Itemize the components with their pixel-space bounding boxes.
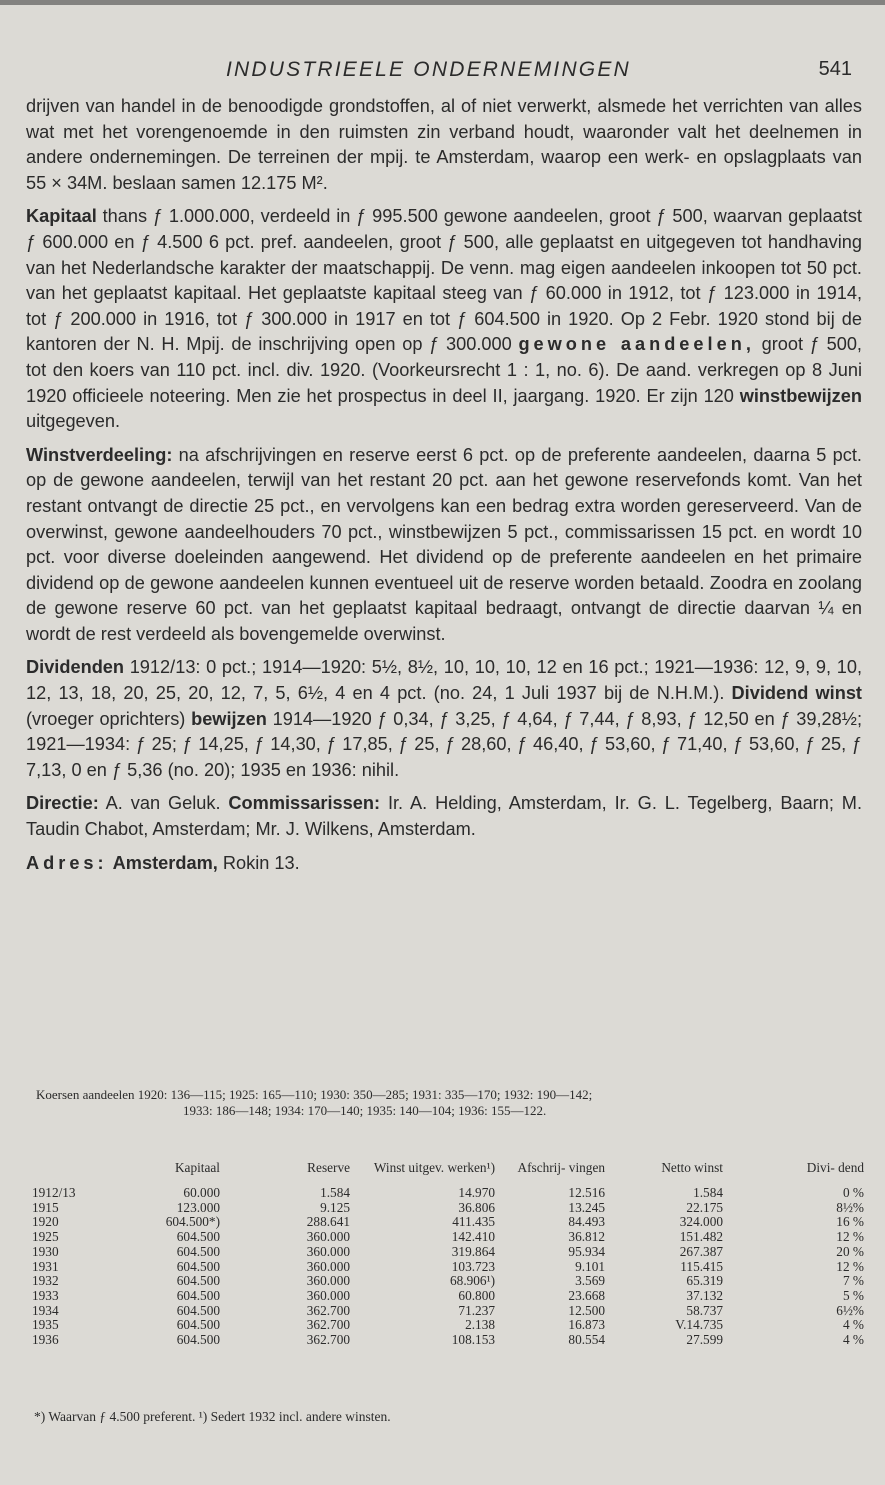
cell-kapitaal: 604.500 [176,1332,220,1348]
cell-reserve: 360.000 [306,1229,350,1245]
cell-year: 1934 [32,1302,59,1318]
cell-dividend: 6½% [836,1302,864,1318]
cell-netto-winst: V.14.735 [675,1317,723,1333]
cell-winst: 411.435 [452,1214,495,1230]
cell-year: 1925 [32,1229,59,1245]
cell-year: 1936 [32,1332,59,1348]
cell-year: 1931 [32,1258,59,1274]
cell-netto-winst: 324.000 [679,1214,723,1230]
dividend-winst-mid: (vroeger oprichters) [26,708,192,729]
cell-reserve: 362.700 [306,1332,350,1348]
cell-kapitaal: 604.500 [176,1317,220,1333]
winstverdeeling-paragraph [26,443,862,648]
cell-winst: 142.410 [451,1229,495,1245]
cell-kapitaal: 604.500 [176,1229,220,1245]
adres-city: Amsterdam, [112,852,218,873]
cell-afschrijvingen: 12.500 [568,1302,605,1318]
cell-year: 1920 [32,1214,59,1230]
cell-dividend: 7 % [842,1273,864,1289]
table-row [32,1304,864,1319]
directie-label: Directie: [26,793,99,814]
cell-dividend: 12 % [836,1229,864,1245]
cell-netto-winst: 27.599 [686,1332,723,1348]
running-title: INDUSTRIEELE ONDERNEMINGEN [226,58,631,81]
cell-reserve: 288.641 [306,1214,350,1230]
top-rule [0,0,885,5]
header-netto-winst: Netto winst [661,1160,723,1175]
cell-year: 1915 [32,1199,59,1215]
kapitaal-text: thans ƒ 1.000.000, verdeeld in ƒ 995.500 gewone aandeelen, groot ƒ 500, waarvan geplaatst ƒ 600.000 en ƒ 4.500 6 pct. pref. aandeelen, groot ƒ 500, alle geplaatst en uitgegeven tot handhaving van het Nederlandsche karakter der maatschappij. De venn. mag eigen aandeelen inkoopen tot 50 pct. van het geplaatst kapitaal. Het geplaatste kapitaal steeg van ƒ 60.000 in 1912, tot ƒ 123.000 in 1914, tot ƒ 200.000 in 1916, tot ƒ 300.000 in 1917 en tot ƒ 604.500 in 1920. Op 2 Febr. 1920 stond bij de kantoren der N. H. Mpij. de inschrijving open op ƒ 300.000 [26,206,862,355]
header-dividend: Divi- dend [806,1160,864,1175]
cell-dividend: 16 % [836,1214,864,1230]
page-header [0,58,885,88]
cell-afschrijvingen: 16.873 [568,1317,605,1333]
cell-kapitaal: 604.500 [176,1258,220,1274]
header-kapitaal: Kapitaal [174,1160,220,1175]
cell-netto-winst: 65.319 [686,1273,723,1289]
footnote: *) Waarvan ƒ 4.500 preferent. ¹) Sedert 1932 incl. andere winsten. [34,1409,391,1424]
table-row [32,1230,864,1245]
cell-year: 1912/13 [32,1185,76,1200]
cell-reserve: 9.125 [320,1199,350,1215]
header-reserve: Reserve [307,1160,350,1175]
cell-year: 1930 [32,1243,59,1259]
commissarissen-text: Ir. A. Helding, Amsterdam, Ir. G. L. Tegelberg, Baarn; M. Taudin Chabot, Amsterdam; Mr. J. Wilkens, Amsterdam. [26,793,863,840]
cell-afschrijvingen: 3.569 [575,1273,605,1289]
dividenden-text: 1912/13: 0 pct.; 1914—1920: 5½, 8½, 10, 10, 10, 12 en 16 pct.; 1921—1936: 12, 9, 9, 10, 12, 13, 18, 20, 25, 20, 12, 7, 5, 6½, 4 en 4 pct. (no. 24, 1 Juli 1937 bij de N.H.M.). [26,657,862,704]
cell-netto-winst: 1.584 [693,1185,723,1200]
directie-paragraph [26,791,862,842]
cell-winst: 60.800 [458,1287,495,1303]
cell-kapitaal: 123.000 [176,1199,220,1215]
table-header-row [32,1160,864,1186]
cell-reserve: 360.000 [306,1273,350,1289]
cell-winst: 103.723 [451,1258,495,1274]
cell-netto-winst: 22.175 [686,1199,723,1215]
cell-afschrijvingen: 9.101 [575,1258,605,1274]
winstverdeeling-text: na afschrijvingen en reserve eerst 6 pct. op de preferente aandeelen, daarna 5 pct. op de gewone aandeelen, terwijl van het restant 20 pct. aan het gewone reservefonds komt. Van het restant ontvangt de directie 25 pct., en vervolgens kan een bedrag extra worden gereserveerd. Van de overwinst, gewone aandeelhouders 70 pct., winstbewijzen 5 pct., commissarissen 15 pct. en wordt 10 pct. voor diverse doeleinden aangewend. Het dividend op de preferente aandeelen en het primaire dividend op de gewone aandeelen kunnen eventueel uit de reserve worden betaald. Zoodra en zoolang de gewone reserve 60 pct. van het geplaatst kapitaal bedraagt, ontvangt de directie daarvan ¼ en wordt de rest verdeeld als bovengemelde overwinst. [26,444,862,644]
cell-dividend: 4 % [842,1332,864,1348]
cell-winst: 2.138 [465,1317,495,1333]
cell-afschrijvingen: 95.934 [568,1243,605,1259]
cell-dividend: 20 % [836,1243,864,1259]
adres-paragraph [26,851,862,877]
koersen-line-2: 1933: 186—148; 1934: 170—140; 1935: 140—104; 1936: 155—122. [183,1103,547,1118]
dividenden-paragraph [26,655,862,783]
cell-dividend: 0 % [842,1185,864,1200]
dividenden-label: Dividenden [26,657,125,678]
intro-paragraph: drijven van handel in de benoodigde grondstoffen, al of niet verwerkt, alsmede het verrichten van alles wat met het vorengenoemde in den ruimsten zin verband houdt, waaronder valt het deelnemen in andere ondernemingen. De terreinen der mpij. te Amsterdam, waarop een werk- en opslagplaats van 55 × 34M. beslaan samen 12.175 M². [26,96,862,193]
cell-winst: 71.237 [458,1302,495,1318]
cell-reserve: 360.000 [306,1258,350,1274]
table-row [32,1289,864,1304]
cell-kapitaal: 604.500 [176,1273,220,1289]
cell-afschrijvingen: 36.812 [568,1229,605,1245]
adres-street: Rokin 13. [217,852,300,873]
page-number: 541 [818,58,852,80]
table-row [32,1245,864,1260]
directie-text: A. van Geluk. [98,793,229,814]
cell-netto-winst: 267.387 [679,1243,723,1259]
table-row [32,1201,864,1216]
kapitaal-label: Kapitaal [26,206,97,227]
cell-winst: 14.970 [458,1185,495,1200]
cell-year: 1933 [32,1287,59,1303]
bewijzen-label: bewijzen [191,708,267,729]
cell-dividend: 12 % [836,1258,864,1274]
kapitaal-paragraph [26,204,862,434]
cell-afschrijvingen: 80.554 [568,1332,605,1348]
table-row [32,1215,864,1230]
cell-kapitaal: 604.500 [176,1302,220,1318]
cell-reserve: 362.700 [306,1302,350,1318]
table-body [32,1186,864,1348]
header-winst: Winst uitgev. werken¹) [373,1160,495,1175]
winstbewijzen-label: winstbewijzen [739,385,862,406]
winstverdeeling-label: Winstverdeeling: [26,444,173,465]
cell-kapitaal: 60.000 [183,1185,220,1200]
dividenden-text-2: 1914—1920 ƒ 0,34, ƒ 3,25, ƒ 4,64, ƒ 7,44, ƒ 8,93, ƒ 12,50 en ƒ 39,28½; 1921—1934: ƒ 25; ƒ 14,25, ƒ 14,30, ƒ 17,85, ƒ 25, ƒ 28,60, ƒ 46,40, ƒ 53,60, ƒ 71,40, ƒ 53,60, ƒ 25, ƒ 7,13, 0 en ƒ 5,36 (no. 20); 1935 en 1936: nihil. [26,708,862,780]
cell-winst: 68.906¹) [450,1273,495,1289]
table-row [32,1186,864,1201]
table-row [32,1333,864,1348]
body-text [26,94,862,876]
cell-netto-winst: 37.132 [686,1287,723,1303]
cell-netto-winst: 58.737 [686,1302,723,1318]
gewone-aandeelen-label: gewone aandeelen, [518,334,755,355]
cell-afschrijvingen: 12.516 [568,1185,605,1200]
cell-winst: 319.864 [451,1243,495,1259]
cell-reserve: 360.000 [306,1287,350,1303]
financial-table [32,1160,864,1348]
cell-year: 1932 [32,1273,59,1289]
commissarissen-label: Commissarissen: [228,793,381,814]
cell-winst: 108.153 [451,1332,495,1348]
cell-netto-winst: 151.482 [679,1229,723,1245]
cell-reserve: 362.700 [306,1317,350,1333]
cell-winst: 36.806 [458,1199,495,1215]
kapitaal-text-2: groot ƒ 500, tot den koers van 110 pct. incl. div. 1920. (Voorkeursrecht 1 : 1, no. 6). De aand. verkregen op 8 Juni 1920 officieele noteering. Men zie het prospectus in deel II, jaargang. 1920. Er zijn 120 [26,334,862,406]
cell-year: 1935 [32,1317,59,1333]
cell-afschrijvingen: 13.245 [568,1199,605,1215]
cell-afschrijvingen: 84.493 [568,1214,605,1230]
cell-kapitaal: 604.500 [176,1287,220,1303]
header-year [32,1160,110,1186]
cell-reserve: 1.584 [320,1185,350,1200]
adres-label: Adres: [26,852,108,873]
dividend-winst-label: Dividend winst [731,683,862,704]
cell-netto-winst: 115.415 [680,1258,723,1274]
kapitaal-text-3: uitgegeven. [26,411,121,432]
cell-afschrijvingen: 23.668 [568,1287,605,1303]
table-row [32,1274,864,1289]
cell-dividend: 4 % [842,1317,864,1333]
cell-reserve: 360.000 [306,1243,350,1259]
cell-dividend: 5 % [842,1287,864,1303]
cell-dividend: 8½% [836,1199,864,1215]
cell-kapitaal: 604.500 [176,1243,220,1259]
header-afschrijvingen: Afschrij- vingen [517,1160,605,1175]
koersen-aandeelen [36,1087,866,1119]
table-row [32,1260,864,1275]
koersen-line-1: Koersen aandeelen 1920: 136—115; 1925: 165—110; 1930: 350—285; 1931: 335—170; 1932: 190—142; [36,1087,593,1102]
table-row [32,1318,864,1333]
cell-kapitaal: 604.500*) [165,1214,220,1230]
